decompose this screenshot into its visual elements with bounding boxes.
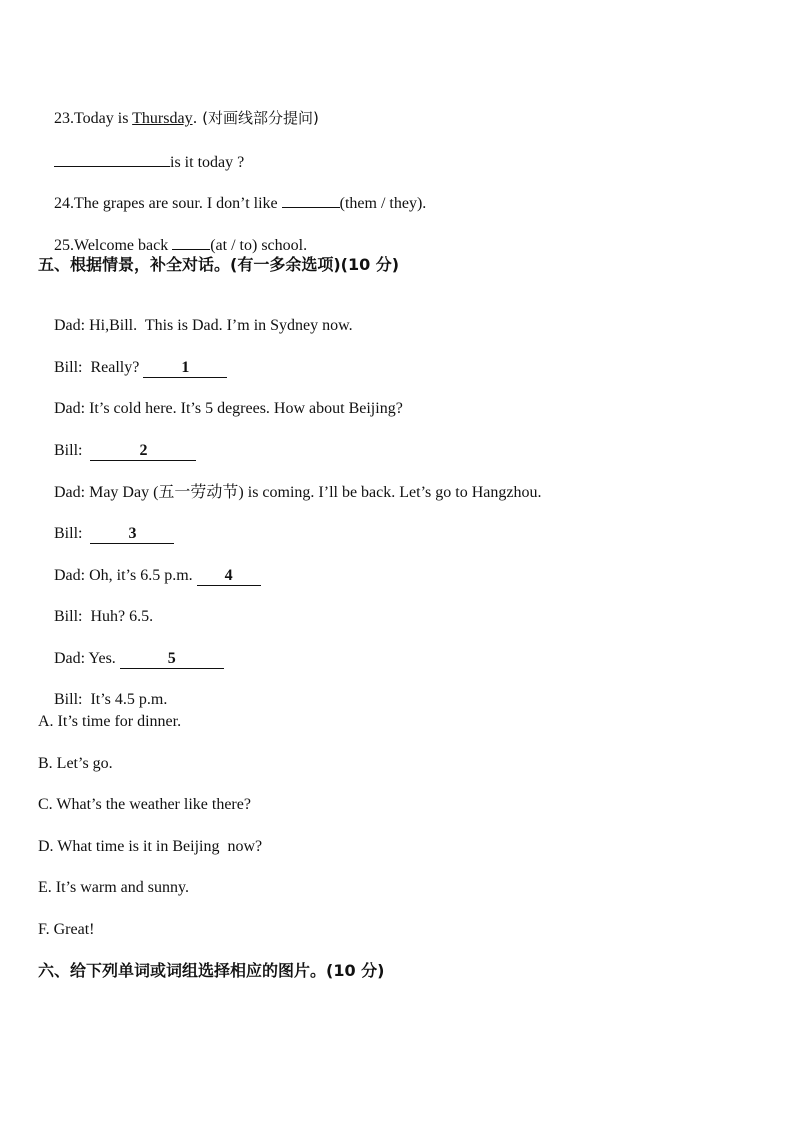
option-a: A. It’s time for dinner.	[38, 713, 182, 730]
dialogue-text: Dad: Hi,Bill. This is Dad. I’m in Sydney now.	[54, 317, 353, 334]
dialogue-text: Bill:	[54, 442, 91, 459]
question-options: (them / they).	[339, 195, 427, 212]
option-e: E. It’s warm and sunny.	[38, 879, 189, 896]
option-b: B. Let’s go.	[38, 755, 113, 772]
underlined-word: Thursday	[132, 110, 193, 127]
answer-line-tail: is it today ?	[170, 154, 245, 171]
dialogue-blank-4[interactable]: 4	[197, 567, 261, 586]
question-number: 25.	[54, 237, 74, 254]
option-d: D. What time is it in Beijing now?	[38, 838, 263, 855]
dialogue-blank-5[interactable]: 5	[120, 650, 224, 669]
dialogue-blank-1[interactable]: 1	[143, 359, 227, 378]
section-5-heading: 五、根据情景，补全对话。(有一多余选项)(10 分)	[38, 255, 400, 274]
dialogue-text: Dad: Yes.	[54, 650, 120, 667]
dialogue-text: Dad: Oh, it’s 6.5 p.m.	[54, 567, 197, 584]
question-instruction: . (对画线部分提问)	[192, 109, 319, 127]
question-number: 24.	[54, 195, 74, 212]
dialogue-text: Bill:	[54, 525, 91, 542]
question-text: Today is	[74, 110, 133, 127]
question-options: (at / to) school.	[210, 237, 308, 254]
question-text: Welcome back	[74, 237, 173, 254]
option-c: C. What’s the weather like there?	[38, 796, 251, 813]
dialogue-text: Bill: Really?	[54, 359, 144, 376]
dialogue-blank-2[interactable]: 2	[90, 442, 196, 461]
dialogue-text: Bill: It’s 4.5 p.m.	[54, 691, 168, 708]
answer-blank[interactable]	[282, 191, 340, 208]
question-text: The grapes are sour. I don’t like	[74, 195, 282, 212]
dialogue-text: Dad: May Day (五一劳动节) is coming. I’ll be back. Let’s go to Hangzhou.	[54, 484, 542, 501]
option-f: F. Great!	[38, 921, 95, 938]
question-number: 23.	[54, 110, 74, 127]
dialogue-text: Bill: Huh? 6.5.	[54, 608, 154, 625]
dialogue-text: Dad: It’s cold here. It’s 5 degrees. How about Beijing?	[54, 400, 403, 417]
answer-blank[interactable]	[172, 233, 210, 250]
section-6-heading: 六、给下列单词或词组选择相应的图片。(10 分)	[38, 961, 385, 980]
answer-blank[interactable]	[54, 150, 170, 167]
dialogue-blank-3[interactable]: 3	[90, 525, 174, 544]
